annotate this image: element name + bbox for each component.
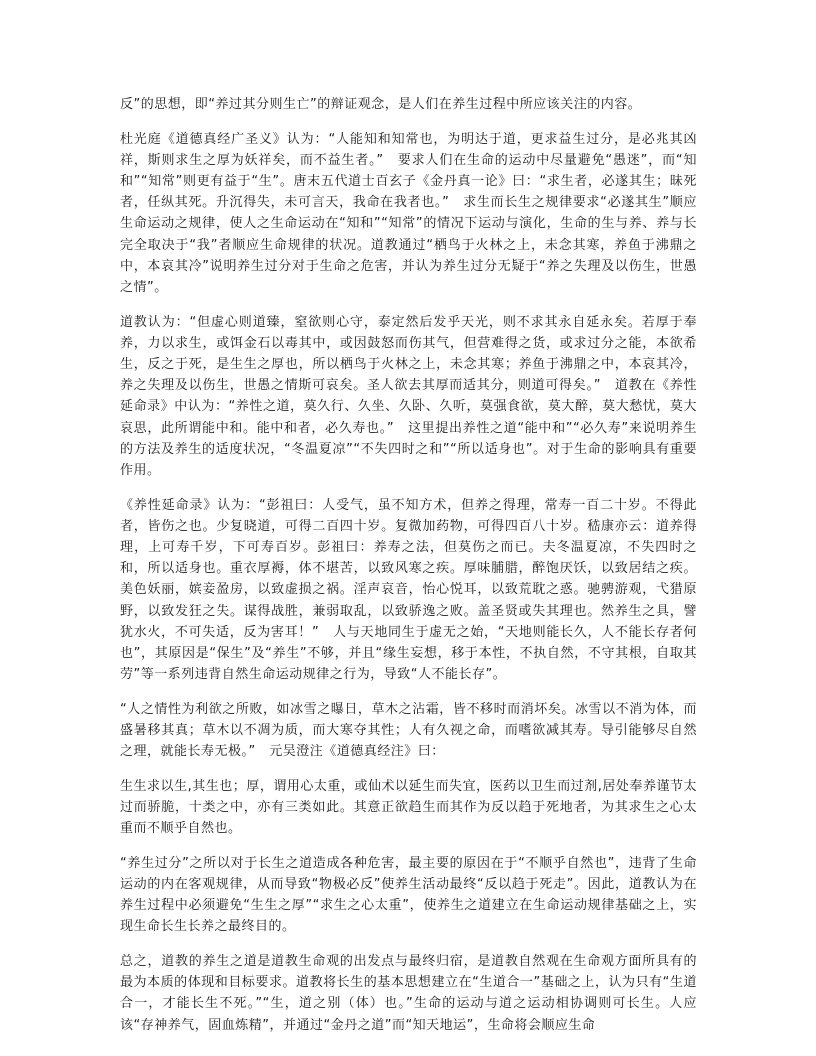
paragraph: “人之情性为利欲之所败，如冰雪之曝日，草木之沾霜，皆不移时而消坏矣。冰雪以不消为体，而盛暑移其真；草木以不凋为质，而大寒夺其性；人有久视之命，而嗜欲减其寿。导引能够尽自然之理，就能长寿无极。” 元吴澄注《道德真经注》曰： (120, 701, 697, 760)
paragraph: 杜光庭《道德真经广圣义》认为：“人能知和知常也，为明达于道，更求益生过分，是必兆其凶祥，斯则求生之厚为妖祥矣，而不益生者。” 要求人们在生命的运动中尽量避免“愚迷”，而“知和”“知常”则更有益于“生”。唐末五代道士百玄子《金丹真一论》曰：“求生者，必遂其生；昧死者，任纵其死。升沉得失，未可言天，我命在我者也。” 求生而长生之规律要求“必遂其生”顺应生命运动之规律，使人之生命运动在“知和”“知常”的情况下运动与演化，生命的生与养、养与长完全取决于“我”者顺应生命规律的状况。道教通过“栖鸟于火林之上，未念其寒，养鱼于沸鼎之中，本哀其冷”说明养生过分对于生命之危害，并认为养生过分无疑于“养之失理及以伤生，世愚之情”。 (120, 131, 697, 296)
paragraph: “养生过分”之所以对于长生之道造成各种危害，最主要的原因在于“不顺乎自然也”，违背了生命运动的内在客观规律，从而导致“物极必反”使养生活动最终“反以趋于死走”。因此，道教认为在养生过程中必须避免“生生之厚”“求生之心太重”，使养生之道建立在生命运动规律基础之上，实现生命长生长养之最终目的。 (120, 855, 697, 935)
document-page (120, 94, 697, 1049)
paragraph: 生生求以生,其生也；厚，谓用心太重，或仙术以延生而失宜，医药以卫生而过剂,居处奉养谨节太过而骄脆，十类之中，亦有三类如此。其意正欲趋生而其作为反以趋于死地者，为其求生之心太重而不顺乎自然也。 (120, 778, 697, 837)
paragraph: 反”的思想，即“养过其分则生亡”的辩证观念，是人们在养生过程中所应该关注的内容。 (120, 97, 642, 112)
paragraph: 《养性延命录》认为：“彭祖曰：人受气，虽不知方术，但养之得理，常寿一百二十岁。不得此者，皆伤之也。少复晓道，可得二百四十岁。复微加药物，可得四百八十岁。嵇康亦云：道养得理，上可寿千岁，下可寿百岁。彭祖曰：养寿之法，但莫伤之而已。夫冬温夏凉，不失四时之和，所以适身也。重衣厚褥，体不堪苦，以致风寒之疾。厚味脯腊，醉饱厌饫，以致居结之疾。美色妖丽，嫔妾盈房，以致虚损之祸。淫声哀音，怡心悦耳，以致荒耽之惑。驰骋游观，弋猎原野，以致发狂之失。谋得战胜，兼弱取乱，以致骄逸之败。盖圣贤或失其理也。然养生之具，譬犹水火，不可失适，反为害耳！” 人与天地同生于虚无之始，“天地则能长久，人不能长存者何也”，其原因是“保生”及“养生”不够，并且“缘生妄想，移于本性，不执自然，不守其根，自取其劳”等一系列违背自然生命运动规律之行为，导致“人不能长存”。 (120, 497, 697, 683)
paragraph: 道教认为：“但虚心则道臻，窒欲则心守，泰定然后发乎天光，则不求其永自延永矣。若厚于奉养，力以求生，或饵金石以毒其中，或因鼓怒而伤其气，但营难得之货，或求过分之能，本欲希生，反之于死，是生生之厚也，所以栖鸟于火林之上，未念其寒；养鱼于沸鼎之中，本哀其冷，养之失理及以伤生，世愚之情斯可哀矣。圣人欲去其厚而适其分，则道可得矣。” 道教在《养性延命录》中认为：“养性之道，莫久行、久坐、久卧、久听，莫强食欲，莫大醉，莫大愁忧，莫大哀思，此所谓能中和。能中和者，必久寿也。” 这里提出养性之道“能中和”“必久寿”来说明养生的方法及养生的适度状况，“冬温夏凉”“不失四时之和”“所以适身也”。对于生命的影响具有重要作用。 (120, 314, 697, 479)
paragraph: 总之，道教的养生之道是道教生命观的出发点与最终归宿，是道教自然观在生命观方面所具有的最为本质的体现和目标要求。道教将长生的基本思想建立在“生道合一”基础之上，认为只有“生道合一，才能长生不死。”“生，道之别（体）也。”生命的运动与道之运动相协调则可长生。人应该“存神养气，固血炼精”，并通过“金丹之道”而“知天地运”，生命将会顺应生命 (120, 954, 697, 1033)
